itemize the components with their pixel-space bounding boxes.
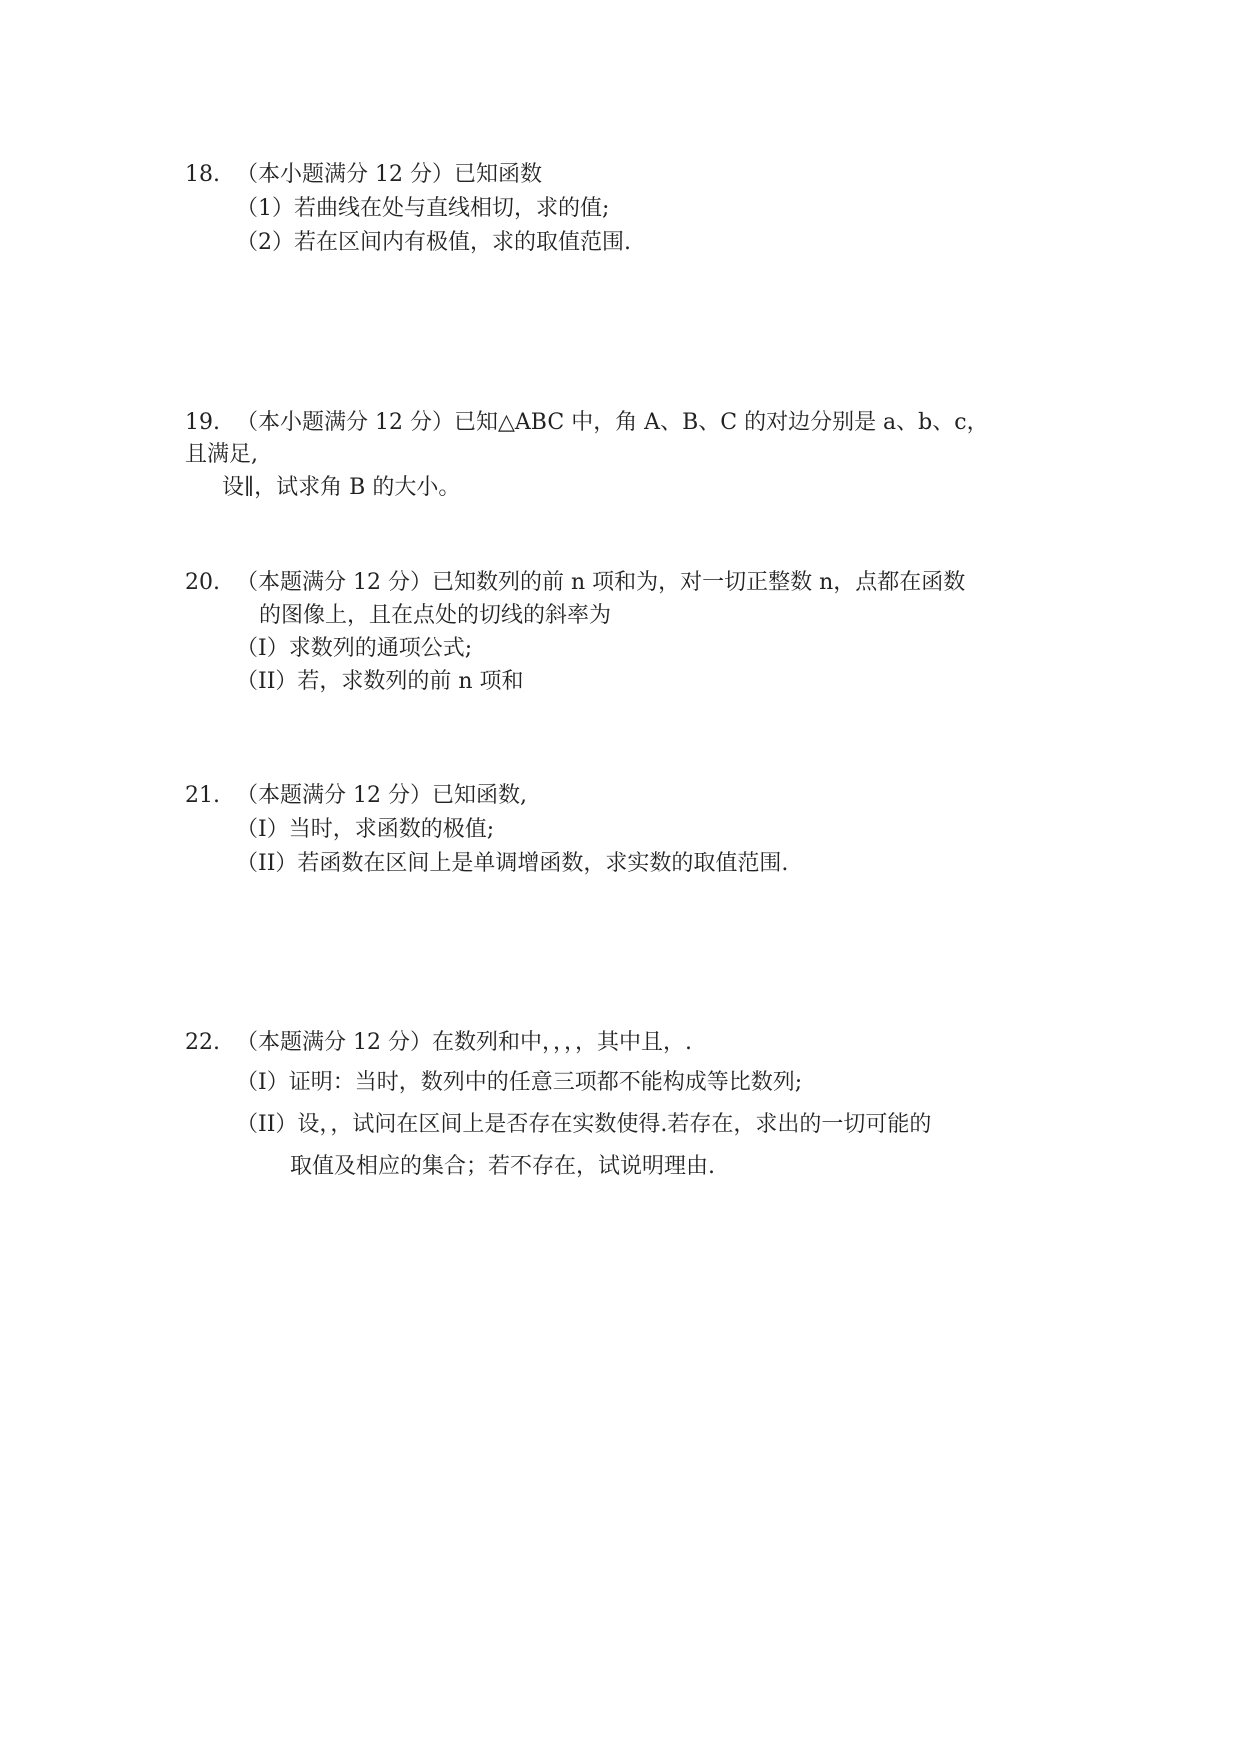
- problem-20-part-2: （II）若，求数列的前 n 项和: [236, 669, 524, 694]
- problem-20-number: 20.: [185, 570, 220, 595]
- problem-18-number: 18.: [185, 162, 220, 187]
- problem-21-header: （本题满分 12 分）已知函数,: [236, 783, 527, 808]
- problem-19-line-3: 设∥，试求角 B 的大小。: [222, 475, 461, 500]
- problem-19-number: 19.: [185, 410, 220, 435]
- problem-22-part-1: （Ⅰ）证明：当时，数列中的任意三项都不能构成等比数列;: [236, 1070, 803, 1095]
- problem-20-part-1: （I）求数列的通项公式;: [236, 636, 473, 661]
- problem-18-part-1: （1）若曲线在处与直线相切，求的值;: [236, 196, 610, 221]
- problem-21-part-2: （II）若函数在区间上是单调增函数，求实数的取值范围.: [236, 851, 789, 876]
- problem-19-line-2: 且满足,: [185, 442, 258, 467]
- problem-22-part-2: （II）设，，试问在区间上是否存在实数使得.若存在，求出的一切可能的: [236, 1112, 932, 1137]
- problem-21-part-1: （I）当时，求函数的极值;: [236, 817, 495, 842]
- problem-21-number: 21.: [185, 783, 220, 808]
- problem-18-header: （本小题满分 12 分）已知函数: [236, 162, 542, 187]
- problem-20-continuation: 的图像上，且在点处的切线的斜率为: [259, 603, 612, 628]
- problem-22-continuation: 取值及相应的集合；若不存在，试说明理由.: [290, 1154, 715, 1179]
- problem-22-number: 22.: [185, 1030, 220, 1055]
- problem-20-header: （本题满分 12 分）已知数列的前 n 项和为，对一切正整数 n，点都在函数: [236, 570, 966, 595]
- problem-18-part-2: （2）若在区间内有极值，求的取值范围.: [236, 230, 631, 255]
- problem-22-header: （本题满分 12 分）在数列和中，，，，其中且，.: [236, 1030, 692, 1055]
- problem-19-header: （本小题满分 12 分）已知△ABC 中，角 A、B、C 的对边分别是 a、b、c，: [236, 410, 989, 435]
